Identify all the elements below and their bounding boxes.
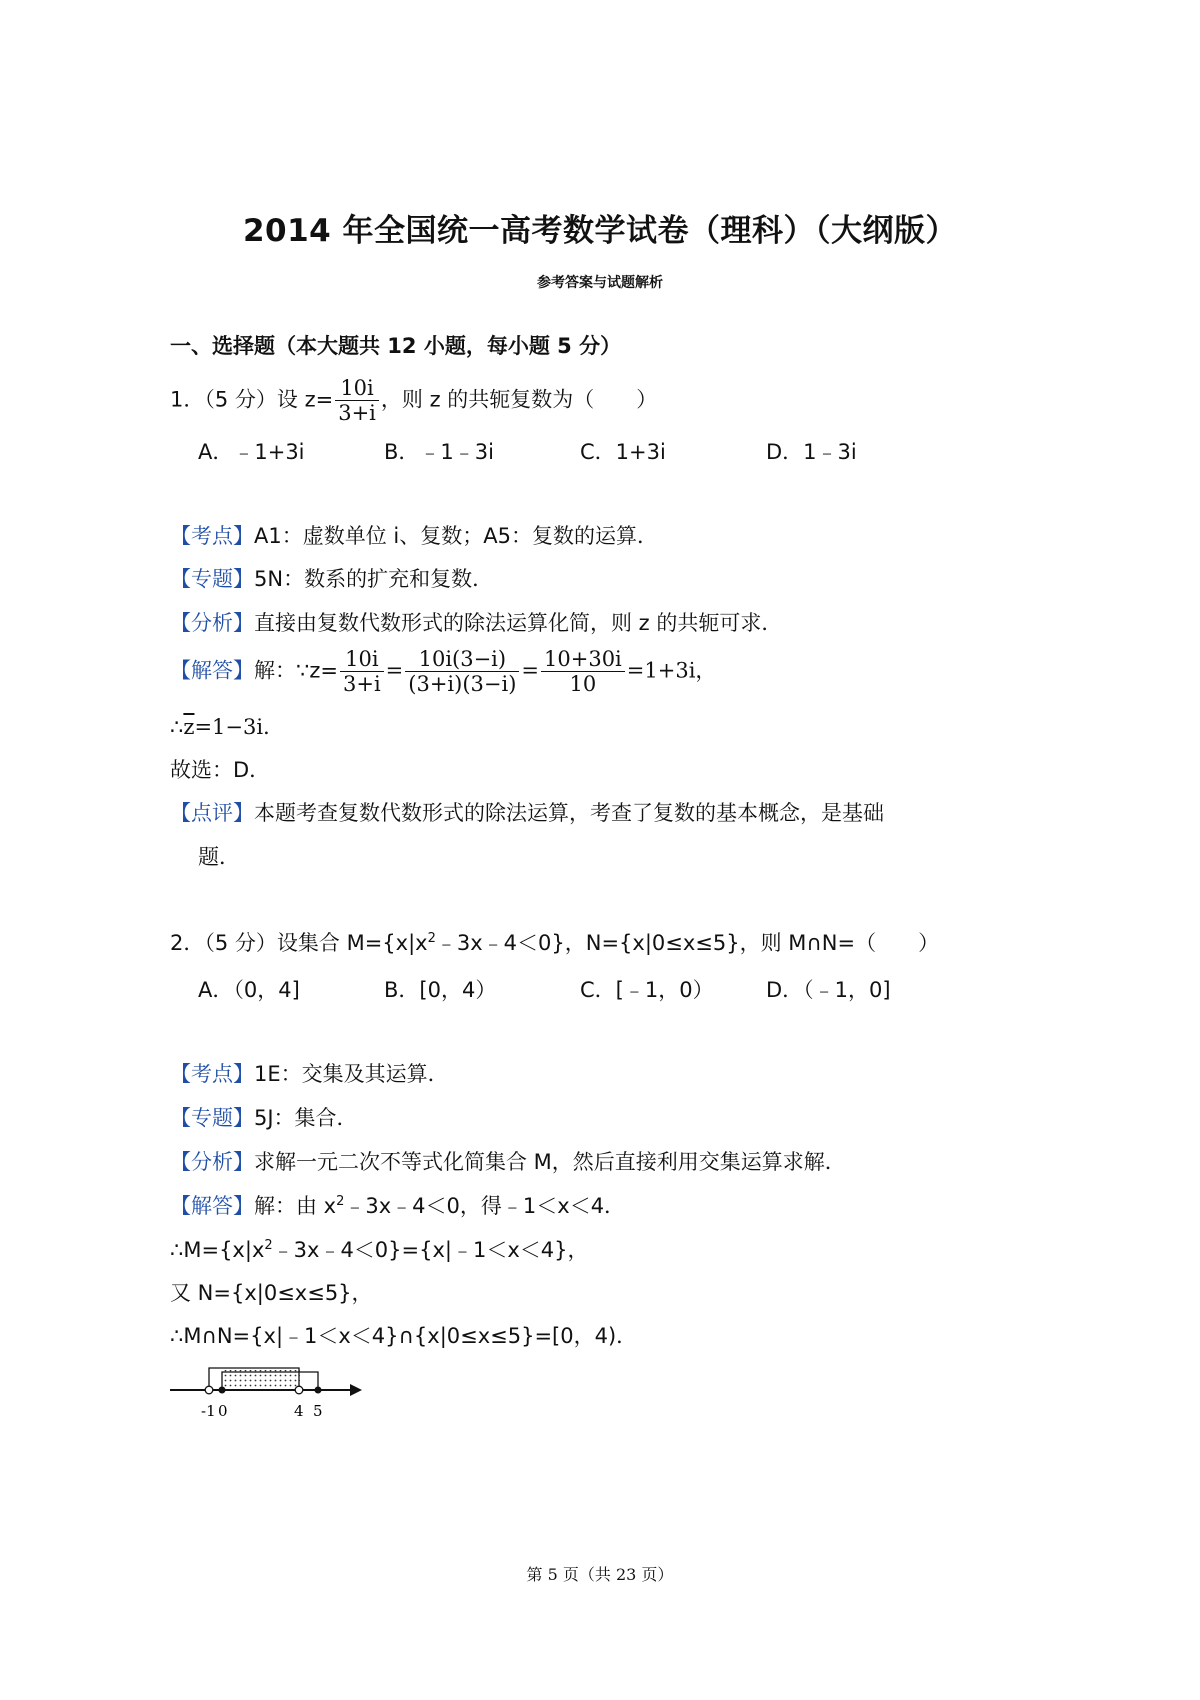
open-point-neg1 (205, 1386, 213, 1394)
q1-jieda-frac-3 (541, 647, 625, 696)
q2-zhuanti-text: 5J：集合． (254, 1106, 358, 1130)
page-subtitle: 参考答案与试题解析 (537, 275, 663, 291)
q1-fenxi-text: 直接由复数代数形式的除法运算化简，则 z 的共轭可求． (254, 611, 783, 635)
q1-fenxi-tag: 【分析】 (170, 611, 254, 635)
q2-option-d: D．（﹣1，0] (766, 978, 891, 1002)
q1-f3-num: 10+30i (541, 647, 625, 672)
q1-stem (170, 376, 657, 425)
q1-zhuanti-text: 5N：数系的扩充和复数． (254, 567, 494, 591)
closed-point-0 (219, 1387, 226, 1394)
q2-stem-a: 2．（5 分）设集合 M={x|x (170, 931, 428, 955)
q1-jieda-frac-1 (340, 647, 384, 696)
q1-option-a: A．﹣1+3i (198, 440, 305, 464)
q2-jieda-a: 解：由 x (254, 1194, 337, 1218)
q2-line2 (170, 1236, 589, 1264)
section-title: 一、选择题（本大题共 12 小题，每小题 5 分） (170, 334, 622, 358)
page-footer: 第 5 页（共 23 页） (526, 1565, 674, 1584)
q1-dianping-tag: 【点评】 (170, 801, 254, 825)
q1-stem-fraction (335, 376, 379, 425)
q1-option-c: C．1+3i (580, 440, 666, 464)
q2-kaodian-tag: 【考点】 (170, 1062, 254, 1086)
q2-line2-sup: 2 (264, 1238, 273, 1253)
q2-kaodian (170, 1060, 449, 1088)
q1-zbar: $\overline{z}$ (183, 715, 195, 739)
number-line-diagram (168, 1358, 368, 1424)
q1-fenxi (170, 609, 782, 637)
q1-jieda: 【解答】解：∵z= $\frac{10i}{3+i}$ = $\frac{10i(3-i)}{(3+i)(3-i)}$ = $\frac{10+30i}{10}$ =1+3i， (170, 647, 717, 696)
q2-fenxi-text: 求解一元二次不等式化简集合 M，然后直接利用交集运算求解． (254, 1150, 846, 1174)
intersection-shading (222, 1370, 300, 1390)
tick-label-0: 0 (218, 1402, 228, 1420)
q2-zhuanti-tag: 【专题】 (170, 1106, 254, 1130)
q2-line2-a: ∴M={x|x (170, 1238, 265, 1262)
q1-frac-num: 10i (335, 376, 379, 401)
q2-stem-b: ﹣3x﹣4＜0}，N={x|0≤x≤5}，则 M∩N=（ ） (435, 931, 940, 955)
q2-jieda (170, 1192, 625, 1220)
q1-jieda-frac-2 (405, 647, 519, 696)
q1-kaodian-text: A1：虚数单位 i、复数；A5：复数的运算． (254, 524, 658, 548)
tick-label-neg1: -1 (201, 1402, 216, 1420)
q1-stem-prefix: 1．（5 分）设 z= (170, 387, 334, 412)
q1-jieda-suffix: =1+3i， (626, 658, 717, 683)
q1-dianping-cont: 题． (198, 845, 240, 869)
q1-f1-den: 3+i (342, 672, 381, 696)
q2-line3: 又 N={x|0≤x≤5}， (170, 1281, 373, 1305)
q2-jieda-sup: 2 (336, 1194, 345, 1209)
tick-label-4: 4 (294, 1402, 304, 1420)
therefore-icon: ∴ (170, 715, 184, 739)
q1-option-b: B．﹣1﹣3i (384, 440, 494, 464)
q1-frac-den: 3+i (338, 401, 376, 425)
q2-fenxi (170, 1148, 846, 1176)
q1-choice: 故选：D． (170, 758, 271, 782)
q1-therefore (170, 713, 284, 741)
q2-jieda-b: ﹣3x﹣4＜0，得﹣1＜x＜4． (344, 1194, 626, 1218)
q2-option-a: A．（0，4] (198, 978, 300, 1002)
q2-jieda-tag: 【解答】 (170, 1194, 254, 1218)
q2-fenxi-tag: 【分析】 (170, 1150, 254, 1174)
q1-option-d: D．1﹣3i (766, 440, 857, 464)
q1-zhuanti (170, 565, 493, 593)
q1-jieda-prefix: 解：∵z= (254, 658, 338, 683)
q1-zhuanti-tag: 【专题】 (170, 567, 254, 591)
q2-zhuanti (170, 1104, 358, 1132)
q2-option-b: B．[0，4） (384, 978, 497, 1002)
q1-dianping-text-1: 本题考查复数代数形式的除法运算，考查了复数的基本概念，是基础 (254, 801, 884, 825)
q1-f3-den: 10 (569, 672, 597, 696)
q1-kaodian-tag: 【考点】 (170, 524, 254, 548)
q2-line2-b: ﹣3x﹣4＜0}={x|﹣1＜x＜4}， (272, 1238, 589, 1262)
q2-line4: ∴M∩N={x|﹣1＜x＜4}∩{x|0≤x≤5}=[0，4)． (170, 1324, 638, 1348)
q1-f2-den: (3+i)(3−i) (408, 672, 517, 696)
q2-stem (170, 929, 939, 957)
axis-arrow-icon (350, 1384, 362, 1396)
page-title: 2014 年全国统一高考数学试卷（理科）（大纲版） (242, 213, 958, 249)
q1-stem-suffix: ，则 z 的共轭复数为（ ） (380, 387, 658, 412)
q1-therefore-rest: =1−3i． (194, 715, 285, 739)
q2-kaodian-text: 1E：交集及其运算． (254, 1062, 449, 1086)
q1-dianping (170, 799, 884, 827)
q1-kaodian (170, 522, 658, 550)
q2-stem-sup: 2 (427, 931, 436, 946)
q1-jieda-tag: 【解答】 (170, 658, 254, 683)
tick-label-5: 5 (313, 1402, 323, 1420)
q2-option-c: C．[﹣1，0） (580, 978, 714, 1002)
q1-f1-num: 10i (340, 647, 384, 672)
q1-f2-num: 10i(3−i) (405, 647, 519, 672)
open-point-4 (295, 1386, 303, 1394)
closed-point-5 (315, 1387, 322, 1394)
